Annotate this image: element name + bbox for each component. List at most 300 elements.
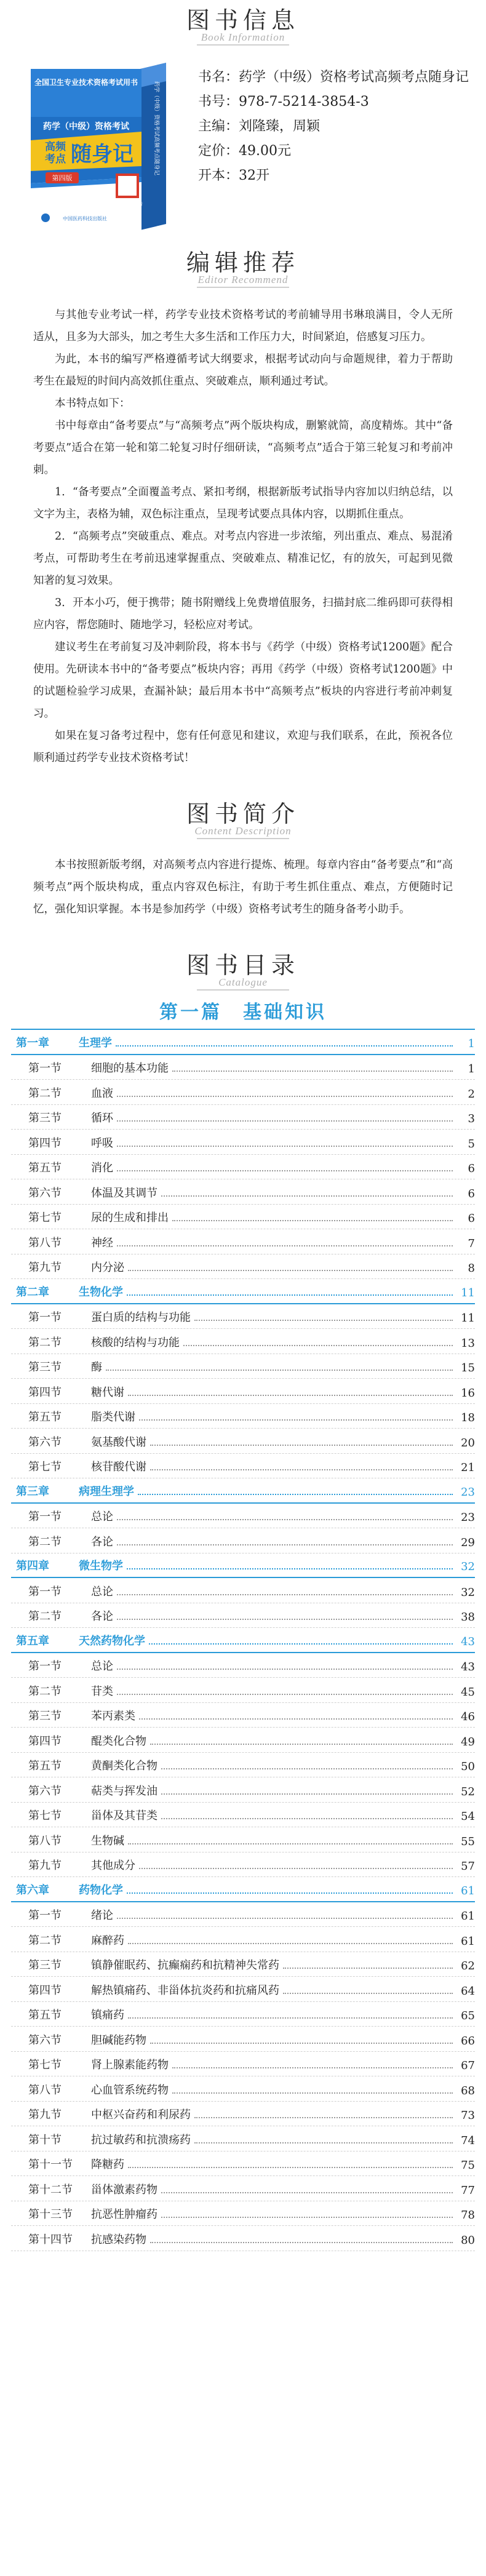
toc-entry-title: 其他成分	[91, 1859, 135, 1872]
price-value: 49.00元	[239, 143, 291, 159]
toc-leader-dots	[139, 1868, 453, 1869]
toc-section-row[interactable]	[11, 2176, 475, 2201]
toc-entry-title: 苷类	[91, 1685, 113, 1698]
toc-entry-number: 第五节	[28, 1162, 62, 1174]
book-name-label: 书名：	[198, 70, 239, 85]
toc-entry-title: 循环	[91, 1112, 113, 1125]
toc-page-number: 43	[461, 1635, 475, 1648]
toc-entry-title: 蛋白质的结构与功能	[91, 1311, 191, 1324]
toc-page-number: 6	[468, 1162, 475, 1175]
toc-leader-dots	[127, 1568, 453, 1569]
toc-section-row[interactable]	[11, 1827, 475, 1852]
toc-entry-number: 第八节	[28, 1834, 62, 1848]
toc-section-row[interactable]	[11, 1055, 475, 1080]
toc-page-number: 46	[461, 1710, 475, 1723]
toc-entry-title: 苯丙素类	[91, 1710, 135, 1723]
toc-entry-number: 第五章	[16, 1634, 49, 1648]
toc-entry-number: 第五节	[28, 2009, 62, 2022]
toc-entry-number: 第四节	[28, 1984, 62, 1997]
toc-page-number: 20	[461, 1436, 475, 1449]
toc-section-row[interactable]	[11, 1653, 475, 1678]
toc-leader-dots	[150, 2043, 453, 2044]
toc-entry-number: 第三节	[28, 1959, 62, 1972]
toc-leader-dots	[117, 1245, 453, 1246]
book-cover-image	[23, 63, 177, 234]
toc-section-row[interactable]	[11, 2201, 475, 2227]
toc-page-number: 7	[468, 1237, 475, 1250]
toc-section-row[interactable]	[11, 1603, 475, 1629]
recommend-paragraph: 建议考生在考前复习及冲刺阶段，将本书与《药学（中级）资格考试1200题》配合使用。先研读本书中的“备考要点”板块内容；再用《药学（中级）资格考试1200题》中的试题检验学习成果，查漏补缺；最后用本书中“高频考点”板块的内容进行考前冲刺复习。	[33, 641, 453, 720]
toc-leader-dots	[128, 2017, 453, 2019]
toc-leader-dots	[150, 1445, 453, 1446]
editor-value: 刘隆臻，周颖	[239, 119, 321, 134]
toc-entry-title: 消化	[91, 1162, 113, 1174]
recommend-paragraph: 3．开本小巧，便于携带；随书附赠线上免费增值服务，扫描封底二维码即可获得相应内容，帮您随时、随地学习，轻松应对考试。	[33, 597, 453, 631]
toc-entry-title: 镇痛药	[91, 2009, 124, 2022]
toc-section-row[interactable]	[11, 1777, 475, 1803]
cover-main-c: 随身记	[71, 142, 133, 167]
toc-page-number: 21	[461, 1461, 475, 1474]
toc-entry-title: 尿的生成和排出	[91, 1211, 169, 1224]
toc-section-row[interactable]	[11, 1977, 475, 2002]
editor-label: 主编：	[198, 119, 239, 134]
toc-entry-title: 胆碱能药物	[91, 2033, 146, 2047]
toc-page-number: 38	[461, 1611, 475, 1624]
toc-section-row[interactable]	[11, 2151, 475, 2177]
toc-entry-title: 各论	[91, 1535, 113, 1549]
toc-section-row[interactable]	[11, 1229, 475, 1254]
toc-section-row[interactable]	[11, 1105, 475, 1130]
recommend-paragraph: 2．“高频考点”突破重点、难点。对考点内容进一步浓缩，列出重点、难点、易混淆考点，可帮助考生在考前迅速掌握重点、突破难点、精准记忆，有的放矢，可起到见微知著的复习效果。	[33, 530, 453, 587]
toc-section-row[interactable]	[11, 2126, 475, 2151]
toc-leader-dots	[127, 1892, 453, 1894]
toc-page-number: 1	[468, 1037, 475, 1050]
toc-section-row[interactable]	[11, 2052, 475, 2077]
toc-page-number: 74	[461, 2134, 475, 2147]
catalogue-subtitle: Catalogue	[218, 976, 268, 988]
toc-leader-dots	[127, 1294, 453, 1296]
toc-entry-number: 第七节	[28, 1809, 62, 1822]
catalogue-rule	[197, 989, 289, 991]
toc-page-number: 11	[461, 1286, 475, 1299]
toc-entry-number: 第二节	[28, 1535, 62, 1549]
toc-entry-number: 第一节	[28, 1909, 62, 1922]
toc-entry-title: 生物碱	[91, 1834, 124, 1848]
toc-page-number: 73	[461, 2109, 475, 2122]
toc-section-row[interactable]	[11, 1504, 475, 1529]
toc-section-row[interactable]	[11, 1354, 475, 1379]
toc-entry-number: 第二节	[28, 1087, 62, 1100]
toc-entry-title: 血液	[91, 1087, 113, 1100]
cover-main-a: 高频	[45, 141, 66, 153]
book-info-list	[198, 65, 475, 188]
toc-leader-dots	[128, 1270, 453, 1271]
toc-entry-title: 内分泌	[91, 1261, 124, 1274]
toc-leader-dots	[149, 1643, 453, 1645]
cover-series: 全国卫生专业技术资格考试用书	[34, 78, 138, 87]
toc-leader-dots	[139, 1419, 453, 1421]
toc-leader-dots	[194, 2117, 453, 2118]
book-info-row	[198, 114, 475, 139]
toc-section-row[interactable]	[11, 1130, 475, 1155]
toc-leader-dots	[117, 1170, 453, 1171]
toc-leader-dots	[117, 1694, 453, 1695]
toc-page-number: 23	[461, 1511, 475, 1524]
toc-entry-title: 生理学	[79, 1036, 112, 1050]
toc-entry-title: 生物化学	[79, 1285, 123, 1299]
toc-entry-title: 黄酮类化合物	[91, 1760, 157, 1772]
toc-leader-dots	[116, 1045, 453, 1047]
toc-leader-dots	[139, 1718, 453, 1720]
intro-header	[0, 794, 486, 839]
format-value: 32开	[239, 168, 270, 183]
toc-page-number: 66	[461, 2034, 475, 2048]
toc-entry-number: 第七节	[28, 1461, 62, 1473]
toc-section-row[interactable]	[11, 2002, 475, 2027]
toc-entry-number: 第一节	[28, 1311, 62, 1324]
toc-section-row[interactable]	[11, 1429, 475, 1454]
toc-section-row[interactable]	[11, 1329, 475, 1354]
toc-leader-dots	[161, 1768, 453, 1769]
toc-section-row[interactable]	[11, 1205, 475, 1230]
toc-entry-title: 微生物学	[79, 1560, 123, 1573]
toc-page-number: 2	[468, 1087, 475, 1101]
recommend-paragraph: 为此，本书的编写严格遵循考试大纲要求，根据考试动向与命题规律，着力于帮助考生在最短的时间内高效抓住重点、突破难点，顺利通过考试。	[33, 353, 453, 388]
toc-section-row[interactable]	[11, 1080, 475, 1105]
toc-page-number: 61	[461, 1910, 475, 1923]
toc-chapter-row[interactable]	[11, 1628, 475, 1653]
toc-leader-dots	[138, 1494, 453, 1495]
intro-rule	[197, 838, 289, 839]
toc-section-row[interactable]	[11, 1927, 475, 1952]
toc-entry-number: 第六节	[28, 1186, 62, 1200]
recommend-subtitle: Editor Recommend	[197, 274, 289, 285]
toc-page-number: 3	[468, 1112, 475, 1125]
toc-section-row[interactable]	[11, 1728, 475, 1753]
intro-title: 图书简介	[186, 800, 300, 827]
toc-entry-title: 脂类代谢	[91, 1411, 135, 1424]
toc-section-row[interactable]	[11, 2027, 475, 2052]
cover-main-top: 药学（中级）资格考试	[43, 122, 129, 132]
toc-entry-number: 第六节	[28, 2033, 62, 2047]
toc-entry-title: 核苷酸代谢	[91, 1461, 146, 1473]
toc-page-number: 11	[461, 1312, 475, 1325]
toc-leader-dots	[161, 1793, 453, 1795]
toc-section-row[interactable]	[11, 1902, 475, 1928]
toc-entry-number: 第三章	[16, 1485, 49, 1498]
toc-entry-title: 镇静催眠药、抗癫痫药和抗精神失常药	[91, 1959, 279, 1972]
toc-entry-number: 第九节	[28, 2108, 62, 2121]
toc-leader-dots	[194, 2142, 453, 2143]
cover-badge: 扫码有好课 立即听	[112, 202, 143, 207]
toc-entry-title: 核酸的结构与功能	[91, 1336, 180, 1349]
toc-entry-title: 肾上腺素能药物	[91, 2059, 169, 2072]
toc-page-number: 43	[461, 1661, 475, 1673]
toc-entry-number: 第二章	[16, 1285, 49, 1299]
toc-entry-title: 抗感染药物	[91, 2233, 146, 2246]
toc-page-number: 16	[461, 1386, 475, 1400]
toc-entry-number: 第四节	[28, 1386, 62, 1399]
part-title: 第一篇 基础知识	[159, 1002, 327, 1023]
toc-page-number: 61	[461, 1934, 475, 1948]
book-info-row	[198, 65, 475, 90]
toc-entry-number: 第十节	[28, 2133, 62, 2147]
toc-page-number: 1	[468, 1063, 475, 1075]
toc-page-number: 80	[461, 2233, 475, 2247]
toc-chapter-row[interactable]	[11, 1877, 475, 1902]
toc-leader-dots	[117, 1544, 453, 1545]
price-label: 定价：	[198, 143, 239, 159]
toc-page-number: 61	[461, 1884, 475, 1897]
toc-leader-dots	[161, 1818, 453, 1819]
toc-entry-number: 第三节	[28, 1361, 62, 1374]
toc-section-row[interactable]	[11, 2102, 475, 2127]
recommend-paragraph: 书中每章由“备考要点”与“高频考点”两个版块构成，删繁就简，高度精炼。其中“备考要点”适合在第一轮和第二轮复习时仔细研读，“高频考点”适合于第三轮复习和考前冲刺。	[33, 420, 453, 476]
recommend-paragraph: 如果在复习备考过程中，您有任何意见和建议，欢迎与我们联系，在此，预祝各位顺利通过药学专业技术资格考试！	[33, 730, 453, 764]
recommend-paragraph: 与其他专业考试一样，药学专业技术资格考试的考前辅导用书琳琅满目，令人无所适从，且多为大部头，加之考生大多生活和工作压力大，时间紧迫，倍感复习压力。	[33, 309, 453, 343]
toc-section-row[interactable]	[11, 1304, 475, 1330]
toc-entry-number: 第一节	[28, 1062, 62, 1075]
toc-entry-title: 细胞的基本功能	[91, 1062, 169, 1075]
toc-entry-title: 酶	[91, 1361, 102, 1374]
toc-entry-title: 解热镇痛药、非甾体抗炎药和抗痛风药	[91, 1984, 279, 1997]
toc-section-row[interactable]	[11, 1404, 475, 1429]
toc-page-number: 45	[461, 1685, 475, 1699]
toc-page-number: 6	[468, 1212, 475, 1225]
toc-section-row[interactable]	[11, 1254, 475, 1280]
book-info-section	[0, 46, 486, 242]
toc-section-row[interactable]	[11, 1852, 475, 1878]
toc-entry-number: 第一节	[28, 1510, 62, 1523]
toc-entry-number: 第四节	[28, 1136, 62, 1150]
toc-entry-number: 第三节	[28, 1112, 62, 1125]
toc-leader-dots	[183, 1345, 453, 1346]
toc-entry-title: 醌类化合物	[91, 1734, 146, 1748]
book-info-header	[0, 0, 486, 46]
toc-entry-number: 第二节	[28, 1934, 62, 1947]
toc-leader-dots	[117, 1669, 453, 1670]
book-info-row	[198, 139, 475, 164]
isbn-value: 978-7-5214-3854-3	[239, 94, 369, 110]
toc-entry-number: 第八节	[28, 1236, 62, 1250]
toc-leader-dots	[117, 1120, 453, 1122]
toc-page-number: 78	[461, 2209, 475, 2222]
table-of-contents	[0, 1030, 486, 2251]
toc-section-row[interactable]	[11, 1155, 475, 1180]
toc-page-number: 54	[461, 1810, 475, 1823]
cover-edition: 第四版	[52, 174, 73, 182]
toc-page-number: 5	[468, 1137, 475, 1150]
toc-entry-number: 第六章	[16, 1883, 49, 1897]
toc-entry-title: 氨基酸代谢	[91, 1435, 146, 1449]
toc-page-number: 6	[468, 1187, 475, 1200]
toc-page-number: 52	[461, 1785, 475, 1798]
toc-leader-dots	[117, 1096, 453, 1097]
toc-section-row[interactable]	[11, 1803, 475, 1828]
toc-entry-number: 第二节	[28, 1610, 62, 1623]
toc-page-number: 32	[461, 1585, 475, 1599]
toc-page-number: 32	[461, 1560, 475, 1573]
toc-entry-number: 第七节	[28, 2059, 62, 2072]
toc-entry-title: 呼吸	[91, 1136, 113, 1150]
toc-leader-dots	[172, 1220, 453, 1221]
toc-leader-dots	[128, 1843, 453, 1844]
toc-entry-number: 第九节	[28, 1261, 62, 1274]
toc-leader-dots	[150, 2242, 453, 2243]
toc-leader-dots	[117, 1519, 453, 1520]
toc-entry-number: 第一节	[28, 1585, 62, 1598]
toc-page-number: 55	[461, 1835, 475, 1848]
toc-entry-number: 第二节	[28, 1336, 62, 1349]
toc-entry-number: 第十四节	[28, 2233, 73, 2246]
book-info-title: 图书信息	[186, 7, 300, 34]
book-info-subtitle: Book Information	[201, 31, 285, 43]
recommend-title: 编辑推荐	[186, 249, 300, 276]
toc-entry-title: 体温及其调节	[91, 1186, 157, 1200]
toc-leader-dots	[161, 2217, 453, 2218]
toc-section-row[interactable]	[11, 1578, 475, 1603]
toc-section-row[interactable]	[11, 2226, 475, 2251]
toc-leader-dots	[128, 1943, 453, 1944]
toc-page-number: 62	[461, 1960, 475, 1972]
toc-entry-title: 心血管系统药物	[91, 2083, 169, 2097]
toc-page-number: 68	[461, 2084, 475, 2097]
recommend-paragraph: 本书特点如下：	[55, 397, 130, 410]
toc-page-number: 65	[461, 2009, 475, 2022]
toc-leader-dots	[117, 1594, 453, 1595]
toc-leader-dots	[117, 1619, 453, 1620]
toc-entry-number: 第十二节	[28, 2183, 73, 2196]
toc-page-number: 49	[461, 1735, 475, 1749]
recommend-header	[0, 242, 486, 288]
format-label: 开本：	[198, 168, 239, 183]
toc-leader-dots	[172, 2092, 453, 2094]
toc-chapter-row[interactable]	[11, 1553, 475, 1579]
toc-page-number: 75	[461, 2159, 475, 2172]
toc-leader-dots	[172, 1071, 453, 1072]
toc-leader-dots	[194, 1320, 453, 1321]
book-name-value: 药学（中级）资格考试高频考点随身记	[239, 70, 469, 85]
cover-main-b: 考点	[45, 153, 66, 165]
catalogue-header	[0, 945, 486, 991]
recommend-text	[0, 304, 486, 769]
toc-entry-number: 第六节	[28, 1435, 62, 1449]
toc-entry-title: 各论	[91, 1610, 113, 1623]
toc-leader-dots	[283, 1968, 453, 1969]
toc-entry-title: 萜类与挥发油	[91, 1784, 157, 1798]
toc-page-number: 13	[461, 1336, 475, 1350]
recommend-rule	[197, 287, 289, 288]
toc-entry-number: 第四章	[16, 1560, 49, 1573]
book-info-row	[198, 164, 475, 188]
toc-entry-number: 第一章	[16, 1036, 49, 1050]
catalogue-title: 图书目录	[186, 952, 300, 979]
toc-page-number: 18	[461, 1411, 475, 1424]
toc-entry-title: 药物化学	[79, 1883, 123, 1897]
toc-leader-dots	[117, 1918, 453, 1919]
toc-entry-title: 病理生理学	[79, 1485, 134, 1498]
toc-leader-dots	[150, 1469, 453, 1470]
toc-leader-dots	[150, 1744, 453, 1745]
toc-chapter-row[interactable]	[11, 1279, 475, 1304]
toc-entry-title: 糖代谢	[91, 1386, 124, 1399]
cover-side: 药学（中级）资格考试高频考点随身记	[153, 81, 159, 176]
toc-leader-dots	[128, 1395, 453, 1396]
toc-section-row[interactable]	[11, 1952, 475, 1977]
toc-entry-title: 天然药物化学	[79, 1634, 145, 1648]
toc-section-row[interactable]	[11, 1678, 475, 1703]
toc-entry-title: 绪论	[91, 1909, 113, 1922]
toc-entry-title: 中枢兴奋药和利尿药	[91, 2108, 191, 2121]
toc-page-number: 57	[461, 1860, 475, 1873]
toc-entry-title: 总论	[91, 1510, 113, 1523]
toc-section-row[interactable]	[11, 2076, 475, 2102]
isbn-label: 书号：	[198, 94, 239, 110]
cover-publisher: 中国医药科技出版社	[63, 216, 107, 221]
toc-entry-number: 第二节	[28, 1685, 62, 1698]
toc-entry-number: 第九节	[28, 1859, 62, 1872]
toc-entry-title: 总论	[91, 1585, 113, 1598]
toc-page-number: 23	[461, 1485, 475, 1499]
recommend-paragraph: 1．“备考要点”全面覆盖考点、紧扣考纲，根据新版考试指导内容加以归纳总结，以文字为主，表格为辅，双色标注重点，呈现考试要点具体内容，以期抓住重点。	[33, 486, 453, 520]
toc-entry-number: 第八节	[28, 2083, 62, 2097]
toc-entry-number: 第十一节	[28, 2158, 73, 2171]
toc-chapter-row[interactable]	[11, 1478, 475, 1504]
toc-chapter-row[interactable]	[11, 1030, 475, 1055]
toc-leader-dots	[161, 2192, 453, 2193]
toc-section-row[interactable]	[11, 1753, 475, 1778]
toc-entry-title: 抗过敏药和抗溃疡药	[91, 2133, 191, 2147]
toc-entry-title: 降糖药	[91, 2158, 124, 2171]
toc-entry-number: 第四节	[28, 1734, 62, 1748]
toc-entry-title: 抗恶性肿瘤药	[91, 2208, 157, 2221]
intro-subtitle: Content Description	[194, 825, 292, 837]
toc-leader-dots	[117, 1146, 453, 1147]
toc-entry-number: 第一节	[28, 1660, 62, 1673]
book-info-row	[198, 90, 475, 114]
toc-page-number: 67	[461, 2059, 475, 2072]
toc-entry-title: 甾体及其苷类	[91, 1809, 157, 1822]
toc-entry-number: 第三节	[28, 1710, 62, 1723]
toc-entry-number: 第六节	[28, 1784, 62, 1798]
toc-section-row[interactable]	[11, 1528, 475, 1553]
toc-page-number: 8	[468, 1262, 475, 1275]
toc-entry-title: 神经	[91, 1236, 113, 1250]
toc-page-number: 29	[461, 1536, 475, 1549]
toc-section-row[interactable]	[11, 1454, 475, 1479]
toc-section-row[interactable]	[11, 1179, 475, 1205]
toc-entry-number: 第十三节	[28, 2208, 73, 2221]
toc-entry-number: 第七节	[28, 1211, 62, 1224]
toc-leader-dots	[283, 1993, 453, 1994]
toc-page-number: 15	[461, 1362, 475, 1374]
toc-leader-dots	[172, 2067, 453, 2068]
toc-entry-title: 甾体激素药物	[91, 2183, 157, 2196]
intro-text	[0, 854, 486, 920]
toc-section-row[interactable]	[11, 1379, 475, 1404]
toc-entry-title: 麻醉药	[91, 1934, 124, 1947]
toc-page-number: 64	[461, 1984, 475, 1998]
toc-entry-number: 第五节	[28, 1760, 62, 1772]
toc-section-row[interactable]	[11, 1703, 475, 1728]
toc-leader-dots	[161, 1195, 453, 1197]
toc-page-number: 50	[461, 1760, 475, 1773]
intro-paragraph: 本书按照新版考纲，对高频考点内容进行提炼、梳理。每章内容由“备考要点”和“高频考点”两个版块构成，重点内容双色标注，有助于考生抓住重点、难点，方便随时记忆，强化知识掌握。本书是参加药学（中级）资格考试考生的随身备考小助手。	[33, 859, 453, 915]
toc-entry-number: 第五节	[28, 1411, 62, 1424]
toc-leader-dots	[106, 1370, 453, 1371]
toc-leader-dots	[128, 2167, 453, 2168]
toc-entry-title: 总论	[91, 1660, 113, 1673]
